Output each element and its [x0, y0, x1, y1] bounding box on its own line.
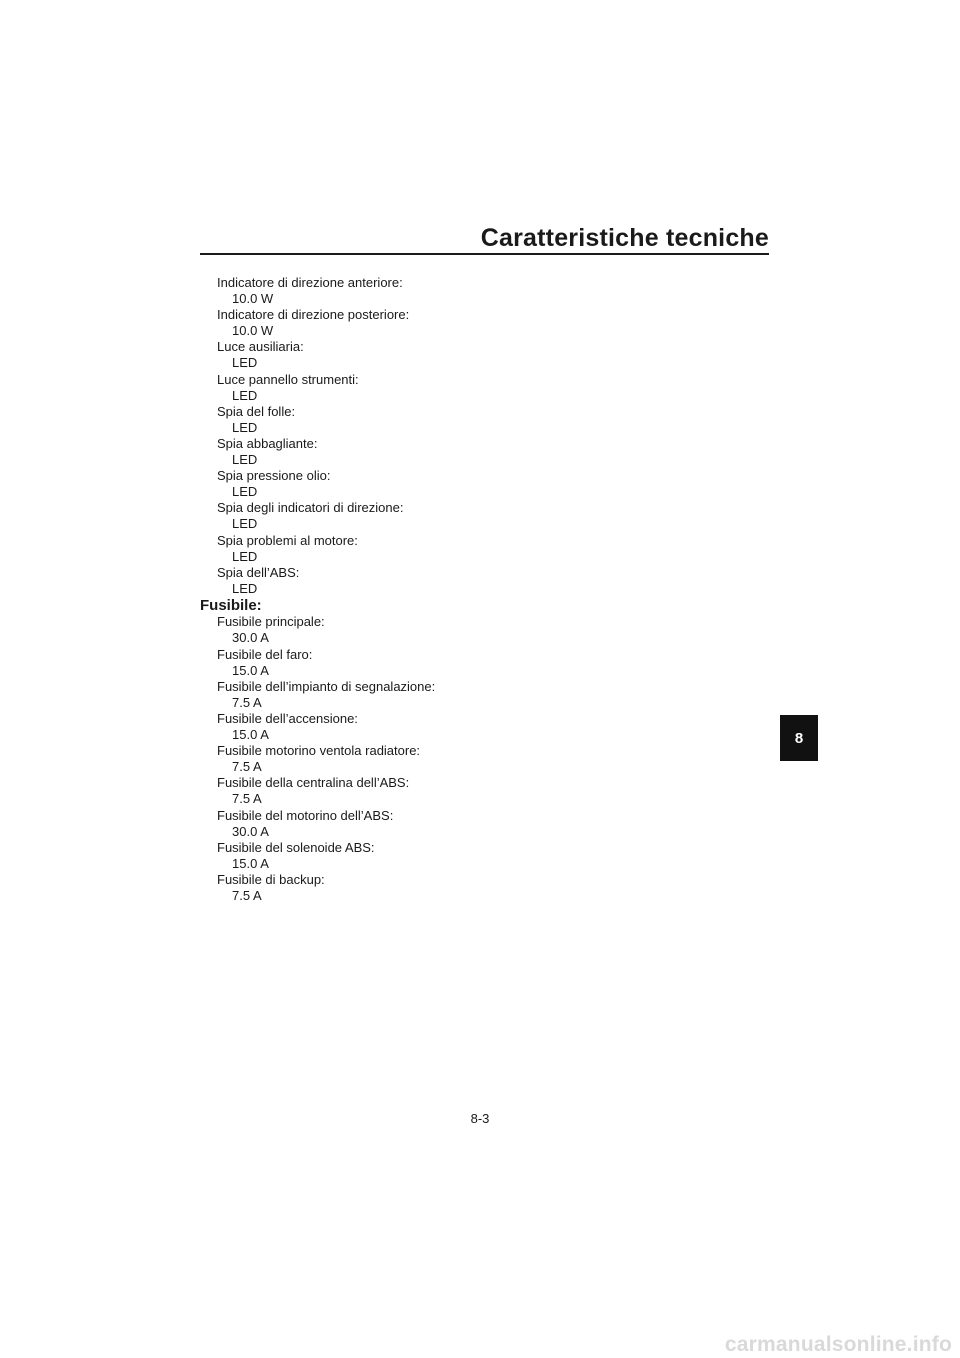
- spec-value: LED: [232, 580, 258, 596]
- spec-label: Fusibile motorino ventola radiatore:: [217, 743, 421, 759]
- page-title: Caratteristiche tecniche: [480, 224, 769, 252]
- spec-label: Spia dell’ABS:: [217, 564, 300, 580]
- spec-value: LED: [232, 484, 258, 500]
- spec-label: Spia del folle:: [217, 403, 296, 419]
- spec-label: Spia pressione olio:: [217, 468, 331, 484]
- spec-value: 7.5 A: [232, 759, 262, 775]
- spec-label: Indicatore di direzione anteriore:: [217, 275, 403, 290]
- spec-label: Luce ausiliaria:: [217, 339, 304, 355]
- spec-label: Fusibile principale:: [217, 614, 325, 630]
- spec-value: 30.0 A: [232, 823, 269, 839]
- spec-label: Spia abbagliante:: [217, 435, 318, 451]
- spec-label: Fusibile del faro:: [217, 646, 313, 662]
- spec-label: Spia degli indicatori di direzione:: [217, 500, 404, 516]
- title-rule: [200, 253, 769, 255]
- spec-value: LED: [232, 355, 258, 371]
- spec-label: Spia problemi al motore:: [217, 532, 358, 548]
- lamp-list: [200, 275, 760, 597]
- spec-value: 15.0 A: [232, 855, 269, 871]
- spec-label: Fusibile di backup:: [217, 871, 325, 887]
- chapter-tab: [780, 715, 818, 761]
- spec-value: LED: [232, 387, 258, 403]
- spec-label: Fusibile del motorino dell’ABS:: [217, 807, 394, 823]
- fuse-list: [200, 614, 760, 904]
- spec-value: LED: [232, 419, 258, 435]
- chapter-number: 8: [794, 729, 804, 747]
- spec-value: 15.0 A: [232, 727, 269, 743]
- spec-label: Luce pannello strumenti:: [217, 371, 359, 387]
- spec-value: LED: [232, 452, 258, 468]
- spec-value: LED: [232, 516, 258, 532]
- spec-value: 30.0 A: [232, 630, 269, 646]
- fuse-section-heading: Fusibile:: [200, 596, 262, 614]
- watermark: carmanualsonline.info: [724, 1333, 952, 1356]
- spec-label: Fusibile del solenoide ABS:: [217, 839, 375, 855]
- spec-content: [200, 275, 760, 904]
- page-number: 8-3: [470, 1111, 490, 1126]
- spec-label: Fusibile dell’impianto di segnalazione:: [217, 678, 436, 694]
- spec-value: 15.0 A: [232, 662, 269, 678]
- spec-value: 7.5 A: [232, 791, 262, 807]
- spec-label: Indicatore di direzione posteriore:: [217, 307, 410, 323]
- spec-label: Fusibile della centralina dell’ABS:: [217, 775, 410, 791]
- spec-value: 7.5 A: [232, 694, 262, 710]
- spec-label: Fusibile dell’accensione:: [217, 710, 358, 726]
- spec-value: LED: [232, 548, 258, 564]
- spec-value: 7.5 A: [232, 887, 262, 903]
- spec-value: 10.0 W: [232, 323, 274, 339]
- spec-value: 10.0 W: [232, 291, 274, 307]
